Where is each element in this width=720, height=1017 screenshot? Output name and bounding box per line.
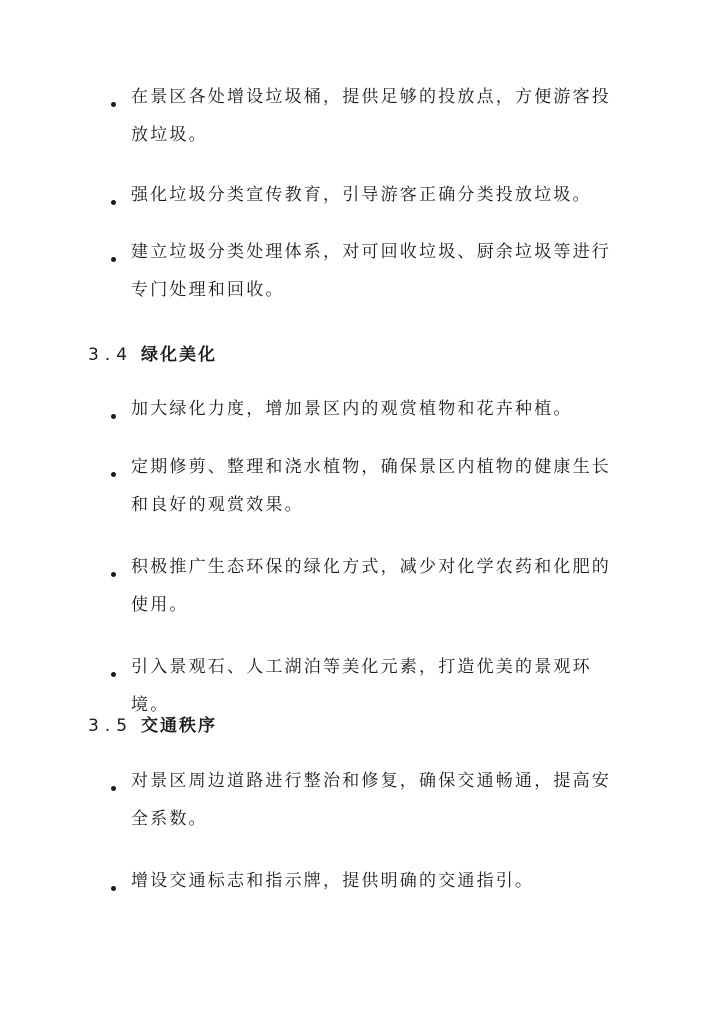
bullet-icon: [111, 472, 116, 477]
section-title: 绿化美化: [141, 345, 218, 365]
bullet-icon: [111, 886, 116, 891]
section-heading-3-4: [88, 345, 217, 365]
bullet-text: 建立垃圾分类处理体系，对可回收垃圾、厨余垃圾等进行专门处理和回收。: [131, 242, 611, 300]
bullet-text: 强化垃圾分类宣传教育，引导游客正确分类投放垃圾。: [131, 185, 592, 205]
section-number: 3.4: [88, 345, 134, 365]
bullet-icon: [111, 257, 116, 262]
bullet-text: 对景区周边道路进行整治和修复，确保交通畅通，提高安全系数。: [131, 771, 611, 829]
bullet-icon: [111, 786, 116, 791]
bullet-text: 引入景观石、人工湖泊等美化元素，打造优美的景观环境。: [131, 657, 592, 715]
section-number: 3.5: [88, 716, 134, 736]
bullet-text: 积极推广生态环保的绿化方式，减少对化学农药和化肥的使用。: [131, 557, 611, 615]
section-heading-3-5: [88, 716, 217, 736]
bullet-icon: [111, 572, 116, 577]
bullet-text: 在景区各处增设垃圾桶，提供足够的投放点，方便游客投放垃圾。: [131, 87, 611, 145]
bullet-text: 加大绿化力度，增加景区内的观赏植物和花卉种植。: [131, 399, 573, 419]
bullet-icon: [111, 102, 116, 107]
section-title: 交通秩序: [141, 716, 218, 736]
bullet-icon: [111, 414, 116, 419]
bullet-text: 定期修剪、整理和浇水植物，确保景区内植物的健康生长和良好的观赏效果。: [131, 457, 611, 515]
bullet-icon: [111, 200, 116, 205]
bullet-icon: [111, 672, 116, 677]
bullet-text: 增设交通标志和指示牌，提供明确的交通指引。: [131, 871, 535, 891]
